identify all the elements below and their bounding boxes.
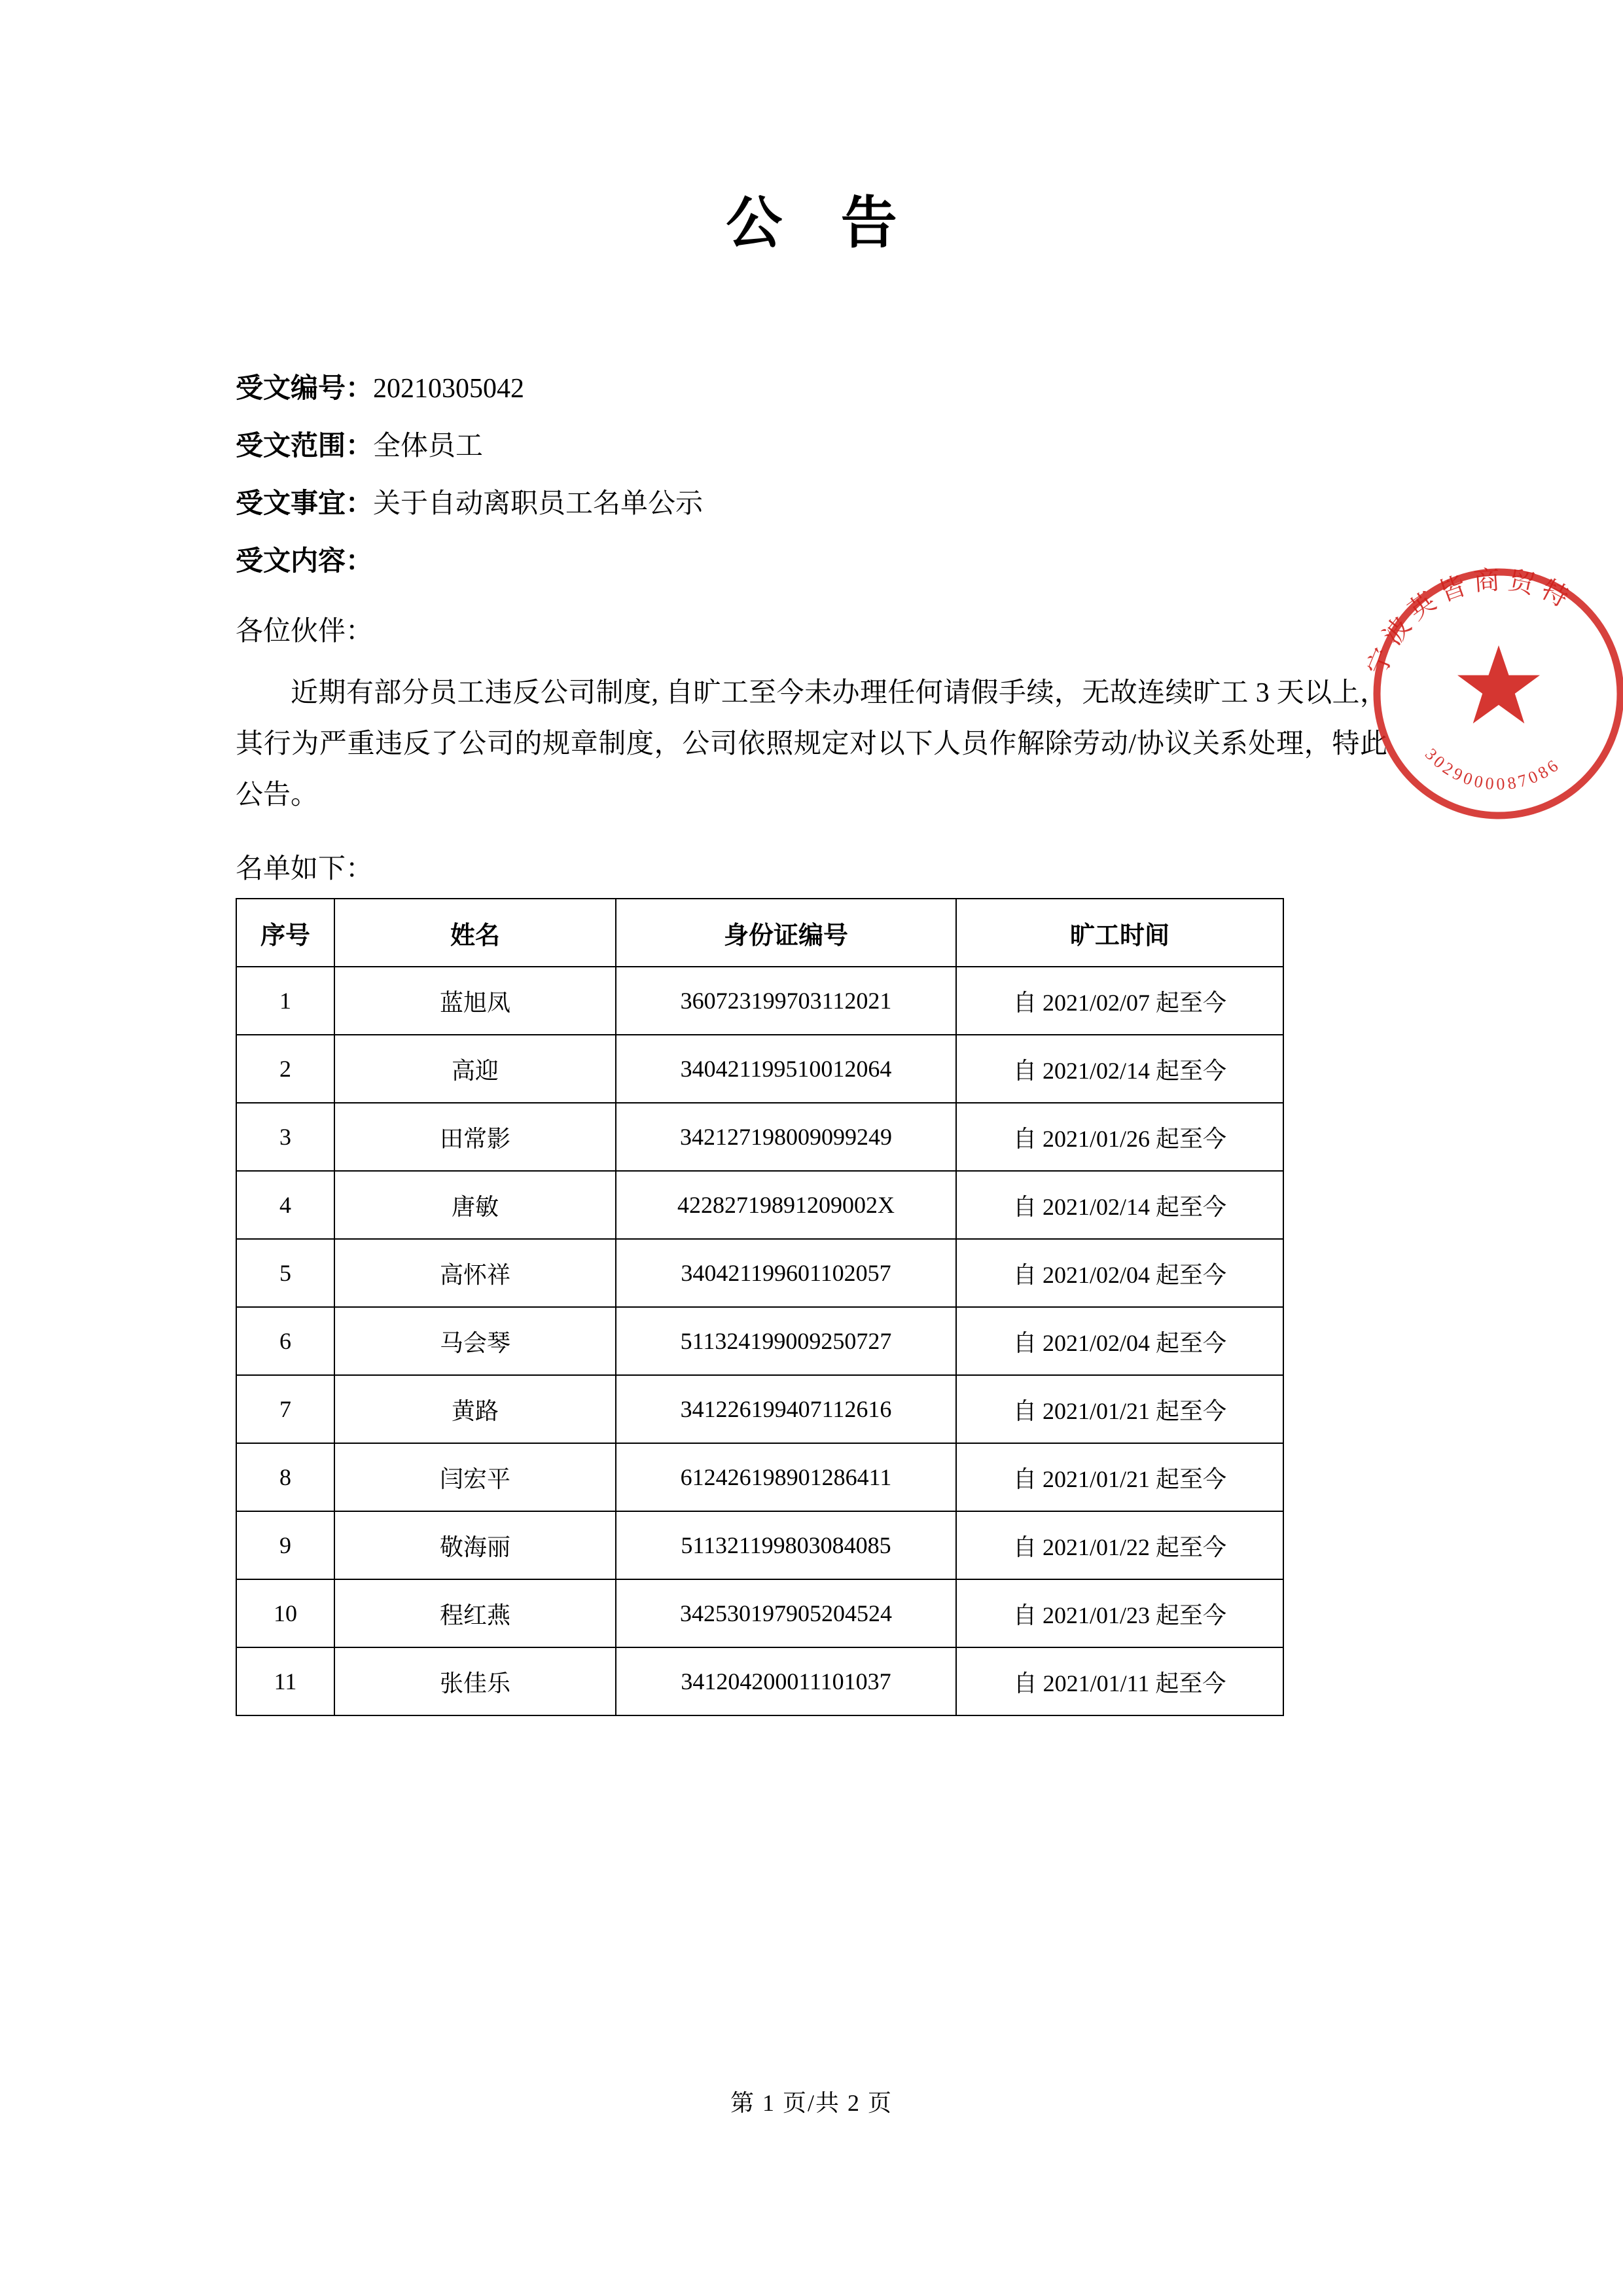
cell-id: 42282719891209002X <box>616 1171 956 1239</box>
meta-block <box>236 375 1387 575</box>
table-header-id: 身份证编号 <box>616 899 956 967</box>
svg-text:3029000087086: 3029000087086 <box>1421 744 1565 794</box>
cell-name: 唐敏 <box>334 1171 616 1239</box>
employee-table <box>236 898 1284 1716</box>
cell-id: 340421199510012064 <box>616 1035 956 1103</box>
cell-time: 自 2021/01/26 起至今 <box>956 1103 1283 1171</box>
table-row <box>236 1647 1283 1715</box>
page-footer: 第 1 页/共 2 页 <box>730 2090 893 2116</box>
cell-id: 342127198009099249 <box>616 1103 956 1171</box>
svg-text:宁波英皆商贸特: 宁波英皆商贸特 <box>1361 564 1580 680</box>
cell-time: 自 2021/02/14 起至今 <box>956 1035 1283 1103</box>
cell-index: 9 <box>236 1511 334 1579</box>
cell-index: 5 <box>236 1239 334 1307</box>
cell-time: 自 2021/02/04 起至今 <box>956 1239 1283 1307</box>
table-row <box>236 1579 1283 1647</box>
cell-id: 511324199009250727 <box>616 1307 956 1375</box>
table-header-index: 序号 <box>236 899 334 967</box>
table-header-row <box>236 899 1283 967</box>
cell-time: 自 2021/01/23 起至今 <box>956 1579 1283 1647</box>
table-row <box>236 1443 1283 1511</box>
table-header-time: 旷工时间 <box>956 899 1283 967</box>
cell-time: 自 2021/01/22 起至今 <box>956 1511 1283 1579</box>
cell-index: 8 <box>236 1443 334 1511</box>
cell-name: 程红燕 <box>334 1579 616 1647</box>
document-body <box>236 0 1387 1716</box>
cell-name: 蓝旭凤 <box>334 967 616 1035</box>
page-title: 公 告 <box>726 192 919 255</box>
meta-row-content <box>236 548 1387 575</box>
cell-name: 田常影 <box>334 1103 616 1171</box>
cell-time: 自 2021/02/14 起至今 <box>956 1171 1283 1239</box>
table-header-name: 姓名 <box>334 899 616 967</box>
meta-row-scope <box>236 433 1387 460</box>
list-lead-line: 名单如下： <box>236 854 374 885</box>
cell-time: 自 2021/02/04 起至今 <box>956 1307 1283 1375</box>
cell-id: 340421199601102057 <box>616 1239 956 1307</box>
meta-row-document-number <box>236 375 1387 403</box>
cell-name: 敬海丽 <box>334 1511 616 1579</box>
table-row <box>236 1375 1283 1443</box>
cell-name: 高迎 <box>334 1035 616 1103</box>
cell-id: 612426198901286411 <box>616 1443 956 1511</box>
cell-id: 360723199703112021 <box>616 967 956 1035</box>
meta-label-subject: 受文事宜： <box>236 489 374 520</box>
table-row <box>236 1307 1283 1375</box>
table-row <box>236 1239 1283 1307</box>
cell-id: 341204200011101037 <box>616 1647 956 1715</box>
cell-index: 10 <box>236 1579 334 1647</box>
cell-name: 高怀祥 <box>334 1239 616 1307</box>
cell-id: 511321199803084085 <box>616 1511 956 1579</box>
cell-time: 自 2021/02/07 起至今 <box>956 967 1283 1035</box>
table-row <box>236 1035 1283 1103</box>
table-head <box>236 899 1283 967</box>
cell-index: 1 <box>236 967 334 1035</box>
cell-time: 自 2021/01/21 起至今 <box>956 1375 1283 1443</box>
cell-id: 341226199407112616 <box>616 1375 956 1443</box>
meta-value-scope: 全体员工 <box>373 431 484 462</box>
cell-index: 7 <box>236 1375 334 1443</box>
cell-index: 6 <box>236 1307 334 1375</box>
cell-name: 黄路 <box>334 1375 616 1443</box>
cell-index: 4 <box>236 1171 334 1239</box>
cell-index: 3 <box>236 1103 334 1171</box>
cell-index: 2 <box>236 1035 334 1103</box>
table-row <box>236 1511 1283 1579</box>
meta-label-scope: 受文范围： <box>236 431 374 462</box>
cell-index: 11 <box>236 1647 334 1715</box>
meta-label-content: 受文内容： <box>236 547 374 577</box>
cell-time: 自 2021/01/11 起至今 <box>956 1647 1283 1715</box>
meta-value-subject: 关于自动离职员工名单公示 <box>373 489 704 520</box>
body-paragraph: 近期有部分员工违反公司制度, 自旷工至今未办理任何请假手续，无故连续旷工 3 天以上，其行为严重违反了公司的规章制度，公司依照规定对以下人员作解除劳动/协议关系处理，特此公告。 <box>236 678 1387 810</box>
greeting-line: 各位伙伴： <box>236 617 374 647</box>
table-row <box>236 1171 1283 1239</box>
cell-time: 自 2021/01/21 起至今 <box>956 1443 1283 1511</box>
table-row <box>236 967 1283 1035</box>
table-row <box>236 1103 1283 1171</box>
meta-row-subject <box>236 490 1387 518</box>
table-body <box>236 967 1283 1715</box>
cell-name: 闫宏平 <box>334 1443 616 1511</box>
cell-id: 342530197905204524 <box>616 1579 956 1647</box>
meta-label-document-number: 受文编号： <box>236 374 374 404</box>
meta-value-document-number: 20210305042 <box>373 374 525 404</box>
cell-name: 马会琴 <box>334 1307 616 1375</box>
cell-name: 张佳乐 <box>334 1647 616 1715</box>
